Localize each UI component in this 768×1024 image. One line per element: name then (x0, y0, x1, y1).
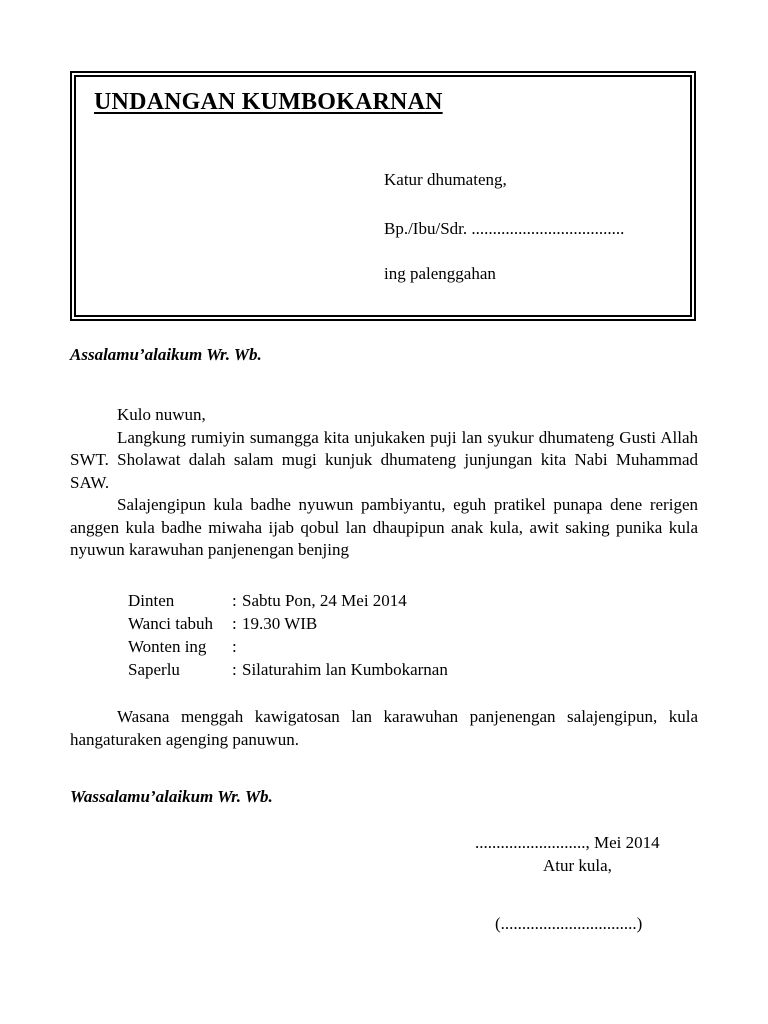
closing-text (70, 705, 698, 751)
detail-colon: : (232, 591, 237, 610)
closing-paragraph: Wasana menggah kawigatosan lan karawuhan panjenengan salajengipun, kula hangaturaken agenging panuwun. (70, 707, 698, 749)
detail-value: Silaturahim lan Kumbokarnan (242, 660, 448, 679)
detail-colon: : (232, 614, 237, 633)
body-paragraph-request: Salajengipun kula badhe nyuwun pambiyantu, eguh pratikel punapa dene rerigen anggen kula badhe miwaha ijab qobul lan dhaupipun anak kula, awit saking punika kula nyuwun karawuhan panjenengan benjing (70, 495, 698, 559)
signature-salutation: Atur kula, (543, 856, 612, 875)
detail-label: Dinten (128, 591, 175, 610)
detail-row-purpose (128, 658, 448, 681)
detail-row-time (128, 612, 448, 635)
recipient-name-field: Bp./Ibu/Sdr. .................................... (384, 219, 625, 238)
detail-label: Saperlu (128, 660, 180, 679)
signature-date: .........................., Mei 2014 (475, 833, 660, 852)
recipient-place: ing palenggahan (384, 264, 496, 283)
opening-greeting: Assalamu’alaikum Wr. Wb. (70, 345, 262, 364)
event-details (128, 589, 448, 681)
closing-greeting: Wassalamu’alaikum Wr. Wb. (70, 787, 273, 806)
detail-label: Wanci tabuh (128, 614, 214, 633)
recipient-intro: Katur dhumateng, (384, 170, 507, 189)
detail-value: 19.30 WIB (242, 614, 318, 633)
header-box (70, 71, 696, 321)
body-paragraph-praise: Langkung rumiyin sumangga kita unjukaken puji lan syukur dhumateng Gusti Allah SWT. Sholawat dalah salam mugi kunjuk dhumateng junjungan kita Nabi Muhammad SAW. (70, 427, 698, 492)
detail-colon: : (232, 660, 237, 679)
detail-row-place (128, 635, 448, 658)
signature-name-field: (................................) (495, 914, 643, 933)
letter-body (70, 404, 698, 562)
detail-row-day (128, 589, 448, 612)
detail-value: Sabtu Pon, 24 Mei 2014 (242, 591, 407, 610)
detail-label: Wonten ing (128, 637, 207, 656)
letter-title: UNDANGAN KUMBOKARNAN (94, 89, 443, 115)
body-paragraph-opening: Kulo nuwun, (117, 405, 206, 424)
detail-colon: : (232, 637, 237, 656)
